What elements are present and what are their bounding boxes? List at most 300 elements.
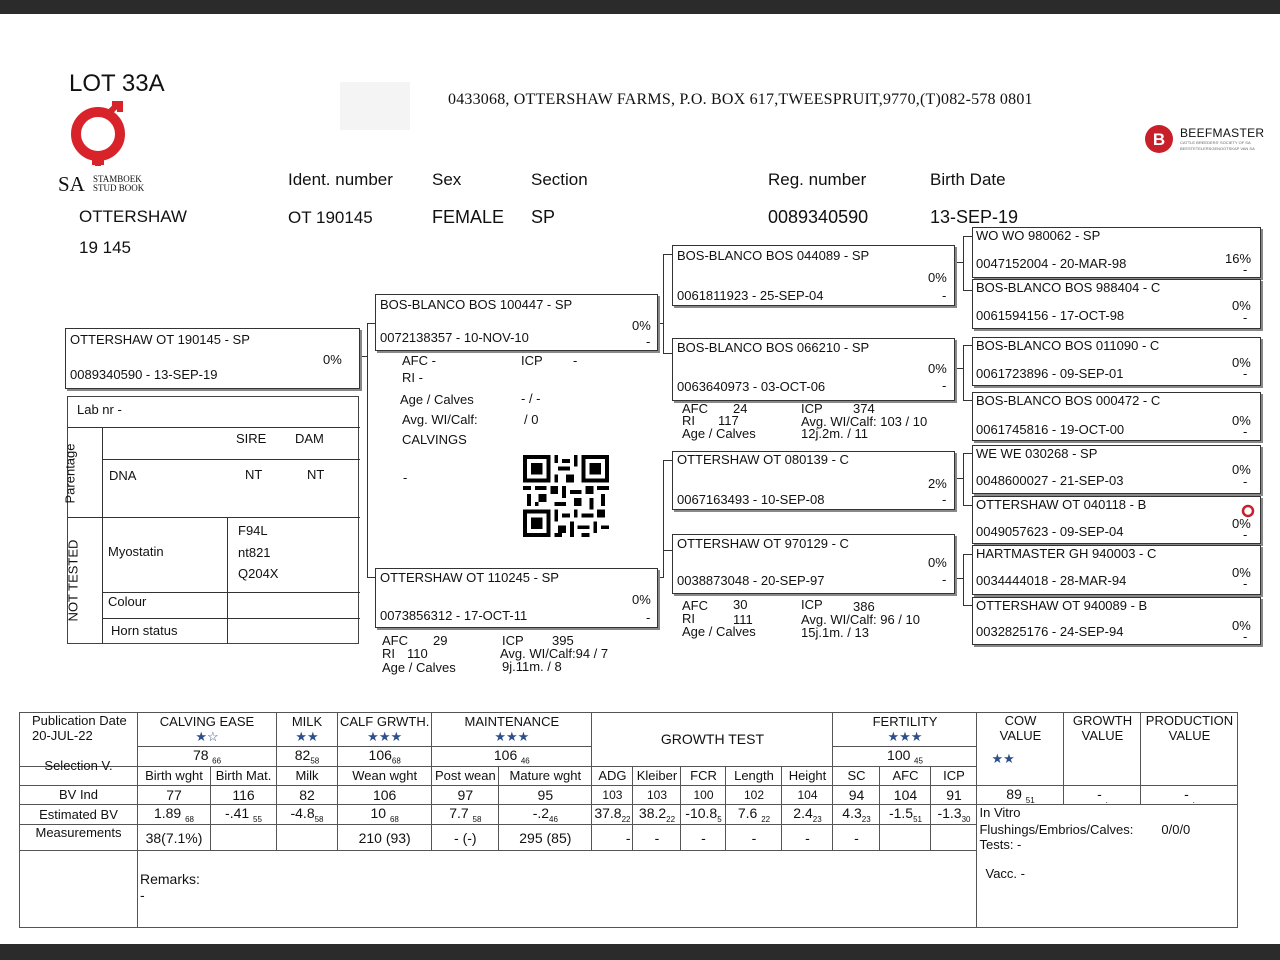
production-value-header: PRODUCTION VALUE bbox=[1141, 713, 1238, 786]
stamp-icon bbox=[1241, 504, 1255, 518]
box-percentage: 0% bbox=[928, 555, 947, 570]
faded-logo-area bbox=[340, 82, 410, 130]
box-reg: 0061745816 - 19-OCT-00 bbox=[976, 422, 1125, 437]
box-percentage: 0% bbox=[1232, 355, 1251, 370]
cow-value-header bbox=[977, 713, 1064, 786]
bv-cell: 104 bbox=[880, 785, 931, 805]
box-percentage: 0% bbox=[1232, 413, 1251, 428]
ebv-cell bbox=[833, 805, 880, 825]
animal-name: OTTERSHAW bbox=[79, 207, 187, 226]
bv-accuracy: . bbox=[1192, 795, 1195, 805]
box-percentage: 0% bbox=[1232, 565, 1251, 580]
dam-icp-value: 395 bbox=[552, 633, 574, 648]
lot-number: LOT 33A bbox=[69, 70, 165, 97]
box-title: OTTERSHAW OT 040118 - B bbox=[976, 497, 1147, 512]
gp-wi: Avg. WI/Calf: 96 / 10 bbox=[801, 612, 920, 627]
prod-bv bbox=[1141, 785, 1238, 805]
bv-accuracy: 51 bbox=[1025, 795, 1035, 805]
growth-value-header: GROWTH VALUE bbox=[1064, 713, 1141, 786]
box-dash: - bbox=[1243, 576, 1248, 591]
box-dash: - bbox=[1243, 424, 1248, 439]
ebv-cell bbox=[499, 805, 592, 825]
meas-cell: - bbox=[633, 825, 681, 851]
connector bbox=[963, 290, 972, 291]
box-reg: 0089340590 - 13-SEP-19 bbox=[70, 367, 218, 382]
gp-icp-label: ICP bbox=[801, 401, 823, 416]
growth-test-header: GROWTH TEST bbox=[592, 713, 833, 767]
selection-label: Selection V. bbox=[20, 756, 138, 775]
bv-cell: 100 bbox=[681, 785, 726, 805]
box-reg: 0072138357 - 10-NOV-10 bbox=[380, 330, 529, 345]
sel-value: 106 bbox=[368, 747, 392, 763]
connector bbox=[963, 605, 972, 606]
publication-label: Publication Date bbox=[32, 713, 127, 728]
bv-cell: 106 bbox=[338, 785, 432, 805]
gp-afc-label: AFC bbox=[682, 598, 708, 613]
sire-ri: RI - bbox=[402, 370, 423, 385]
box-reg: 0063640973 - 03-OCT-06 bbox=[677, 379, 826, 394]
sex-value: FEMALE bbox=[432, 207, 505, 227]
connector bbox=[658, 577, 664, 578]
ebv-accuracy: 22 bbox=[761, 815, 771, 825]
connector bbox=[367, 323, 375, 324]
bv-cell: 102 bbox=[726, 785, 782, 805]
dam-age-value: 9j.11m. / 8 bbox=[502, 659, 562, 674]
group-label: COW VALUE bbox=[999, 713, 1042, 743]
maintenance-header bbox=[432, 713, 592, 747]
ebv-accuracy: 46 bbox=[549, 815, 558, 825]
connector bbox=[663, 460, 664, 577]
gp-icp-value: 374 bbox=[853, 401, 875, 416]
myostatin-value: F94L bbox=[238, 523, 268, 538]
bv-cell: 97 bbox=[432, 785, 499, 805]
horn-label: Horn status bbox=[111, 623, 178, 638]
col-header: Milk bbox=[277, 766, 338, 785]
connector bbox=[367, 323, 368, 578]
gp-ri-value: 117 bbox=[718, 413, 739, 428]
gp-icp-value: 386 bbox=[853, 599, 875, 614]
bv-value: 89 bbox=[1006, 785, 1022, 802]
dna-dam: NT bbox=[307, 467, 325, 482]
col-header: Kleiber bbox=[633, 766, 681, 785]
gp-ri-label: RI bbox=[682, 413, 695, 428]
connector bbox=[663, 353, 672, 354]
ident-value: OT 190145 bbox=[288, 208, 373, 227]
sire-age-label: Age / Calves bbox=[400, 392, 474, 407]
dam-col: DAM bbox=[295, 431, 324, 446]
divider bbox=[102, 592, 360, 593]
ebv-value: -1.5 bbox=[888, 805, 914, 822]
connector bbox=[367, 577, 375, 578]
dam-ri-value: 110 bbox=[407, 646, 428, 661]
dam-afc-label: AFC bbox=[382, 633, 408, 648]
connector bbox=[963, 400, 972, 401]
beefmaster-sub2: BEESTETELERSGENOOTSKAP VAN SA bbox=[1180, 146, 1255, 151]
box-dash: - bbox=[646, 334, 651, 349]
star-rating-icon: ★★★ bbox=[494, 729, 530, 744]
box-reg: 0048600027 - 21-SEP-03 bbox=[976, 473, 1124, 488]
section-value: SP bbox=[531, 207, 556, 227]
sa-logo-line2: STUD BOOK bbox=[93, 183, 145, 193]
meas-cell: - bbox=[833, 825, 880, 851]
meas-cell bbox=[211, 825, 277, 851]
bv-cell: 77 bbox=[138, 785, 211, 805]
box-dash: - bbox=[1243, 310, 1248, 325]
sel-accuracy: 68 bbox=[391, 756, 401, 766]
ebv-value: 1.89 bbox=[153, 805, 182, 822]
ebv-accuracy: 22 bbox=[666, 815, 676, 825]
meas-cell: - bbox=[592, 825, 633, 851]
box-reg: 0049057623 - 09-SEP-04 bbox=[976, 524, 1124, 539]
group-label: CALF GRWTH. bbox=[340, 714, 430, 729]
col-header: Length bbox=[726, 766, 782, 785]
myostatin-value: Q204X bbox=[238, 566, 279, 581]
gp-age-value: 15j.1m. / 13 bbox=[801, 625, 869, 640]
cow-bv bbox=[977, 785, 1064, 805]
connector bbox=[963, 345, 964, 401]
connector bbox=[963, 554, 972, 555]
meas-cell: - bbox=[681, 825, 726, 851]
animal-pedigree-box bbox=[65, 328, 360, 389]
ebv-cell bbox=[726, 805, 782, 825]
ebv-cell bbox=[338, 805, 432, 825]
box-title: OTTERSHAW OT 940089 - B bbox=[976, 598, 1148, 613]
selection-calving bbox=[138, 747, 277, 767]
connector bbox=[963, 236, 972, 237]
colour-label: Colour bbox=[108, 594, 147, 609]
dna-sire: NT bbox=[245, 467, 263, 482]
great-grandparent-box bbox=[972, 496, 1261, 544]
box-percentage: 0% bbox=[1232, 618, 1251, 633]
box-dash: - bbox=[1243, 262, 1248, 277]
ebv-value: -.41 bbox=[225, 805, 250, 822]
meas-cell: - bbox=[782, 825, 833, 851]
box-percentage: 0% bbox=[928, 361, 947, 376]
box-dash: - bbox=[1243, 366, 1248, 381]
sire-afc: AFC - bbox=[402, 353, 436, 368]
divider bbox=[227, 517, 228, 644]
meas-cell bbox=[880, 825, 931, 851]
bv-value: - bbox=[1184, 785, 1189, 802]
box-reg: 0061594156 - 17-OCT-98 bbox=[976, 308, 1125, 323]
ebv-accuracy: 55 bbox=[253, 815, 262, 825]
ebv-accuracy: 58 bbox=[472, 815, 482, 825]
star-rating-icon: ★★ bbox=[295, 729, 319, 744]
box-percentage: 0% bbox=[1232, 516, 1251, 531]
ebv-cell bbox=[138, 805, 211, 825]
grandparent-box bbox=[672, 245, 955, 306]
great-grandparent-box bbox=[972, 445, 1261, 494]
remarks-left bbox=[20, 851, 138, 928]
box-title: BOS-BLANCO BOS 044089 - SP bbox=[677, 248, 870, 263]
box-dash: - bbox=[1243, 474, 1248, 489]
dam-icp-label: ICP bbox=[502, 633, 524, 648]
sel-accuracy: 45 bbox=[914, 756, 923, 766]
meas-cell bbox=[277, 825, 338, 851]
sel-value: 82 bbox=[294, 747, 311, 763]
box-dash: - bbox=[942, 378, 947, 393]
connector bbox=[963, 453, 972, 454]
ebv-accuracy: 68 bbox=[389, 815, 399, 825]
sire-box bbox=[375, 294, 658, 351]
calf-growth-header bbox=[338, 713, 432, 747]
sel-accuracy: 58 bbox=[310, 756, 320, 766]
grandparent-box bbox=[672, 338, 955, 401]
ebv-value: 10 bbox=[370, 805, 387, 822]
bv-accuracy: . bbox=[1105, 795, 1108, 805]
star-rating-icon: ★☆ bbox=[195, 729, 219, 744]
dam-afc-value: 29 bbox=[433, 633, 448, 648]
box-title: WE WE 030268 - SP bbox=[976, 446, 1098, 461]
grandparent-box bbox=[672, 534, 955, 594]
bv-cell: 95 bbox=[499, 785, 592, 805]
connector bbox=[963, 554, 964, 606]
dam-box bbox=[375, 568, 658, 628]
col-header: Birth wght bbox=[138, 766, 211, 785]
box-title: BOS-BLANCO BOS 000472 - C bbox=[976, 393, 1161, 408]
col-header: Height bbox=[782, 766, 833, 785]
box-reg: 0047152004 - 20-MAR-98 bbox=[976, 256, 1127, 271]
divider bbox=[102, 618, 360, 619]
ebv-cell bbox=[592, 805, 633, 825]
ebv-cell bbox=[211, 805, 277, 825]
gp-age-value: 12j.2m. / 11 bbox=[801, 426, 868, 441]
box-title: OTTERSHAW OT 190145 - SP bbox=[70, 332, 250, 347]
section-label: Section bbox=[531, 170, 588, 189]
star-rating-icon: ★★★ bbox=[887, 729, 923, 744]
selection-maint bbox=[432, 747, 592, 767]
box-percentage: 2% bbox=[928, 476, 947, 491]
great-grandparent-box bbox=[972, 279, 1261, 329]
selection-fert bbox=[833, 747, 977, 767]
remarks-value: - bbox=[140, 887, 145, 904]
dam-ri-label: RI bbox=[382, 646, 395, 661]
dam-wi: Avg. WI/Calf:94 / 7 bbox=[500, 646, 609, 661]
dam-age-label: Age / Calves bbox=[382, 660, 456, 675]
gp-afc-value: 30 bbox=[733, 597, 748, 612]
sa-logo-text: SA bbox=[58, 172, 85, 196]
qr-code-icon bbox=[522, 455, 610, 537]
beefmaster-name: BEEFMASTER bbox=[1180, 126, 1265, 140]
connector bbox=[963, 345, 972, 346]
box-percentage: 0% bbox=[632, 592, 651, 607]
ebv-label: Estimated BV bbox=[20, 805, 138, 825]
selection-milk bbox=[277, 747, 338, 767]
box-reg: 0073856312 - 17-OCT-11 bbox=[380, 608, 528, 623]
col-header: ADG bbox=[592, 766, 633, 785]
flushings-value: 0/0/0 bbox=[1161, 822, 1191, 838]
group-label: MILK bbox=[291, 714, 323, 729]
calvings-label: CALVINGS bbox=[402, 432, 467, 447]
ebv-accuracy: 22 bbox=[621, 815, 631, 825]
sel-value: 100 bbox=[887, 747, 911, 763]
calvings-value: - bbox=[403, 470, 408, 485]
great-grandparent-box bbox=[972, 545, 1261, 595]
group-label: CALVING EASE bbox=[159, 714, 255, 729]
gp-wi: Avg. WI/Calf: 103 / 10 bbox=[801, 414, 928, 429]
connector bbox=[963, 236, 964, 291]
col-header: FCR bbox=[681, 766, 726, 785]
box-percentage: 0% bbox=[928, 270, 947, 285]
box-percentage: 16% bbox=[1225, 251, 1252, 266]
ident-label: Ident. number bbox=[288, 170, 393, 189]
in-vitro-panel bbox=[977, 805, 1238, 928]
meas-cell: 38(7.1%) bbox=[138, 825, 211, 851]
box-percentage: 0% bbox=[1232, 462, 1251, 477]
beefmaster-sub1: CATTLE BREEDERS' SOCIETY OF SA bbox=[1180, 140, 1251, 145]
great-grandparent-box bbox=[972, 337, 1261, 386]
ebv-value: 7.6 bbox=[737, 805, 758, 822]
vacc-label: Vacc. - bbox=[985, 866, 1025, 882]
sel-value: 106 bbox=[493, 747, 518, 763]
col-header: SC bbox=[833, 766, 880, 785]
tests-label: Tests: - bbox=[979, 837, 1022, 853]
box-reg: 0061723896 - 09-SEP-01 bbox=[976, 366, 1124, 381]
sel-accuracy: 66 bbox=[212, 756, 222, 766]
ebv-cell bbox=[277, 805, 338, 825]
ebv-value: 38.2 bbox=[638, 805, 667, 822]
star-rating-icon: ★★★ bbox=[367, 729, 403, 744]
bv-cell: 103 bbox=[633, 785, 681, 805]
divider bbox=[68, 517, 360, 518]
gp-ri-value: 111 bbox=[733, 612, 753, 627]
connector bbox=[963, 453, 964, 506]
bottom-bar bbox=[0, 944, 1280, 960]
ebv-cell bbox=[880, 805, 931, 825]
myostatin-label: Myostatin bbox=[108, 544, 164, 559]
great-grandparent-box bbox=[972, 597, 1261, 645]
gp-afc-label: AFC bbox=[682, 401, 708, 416]
remarks-label: Remarks: bbox=[140, 871, 200, 888]
box-reg: 0061811923 - 25-SEP-04 bbox=[677, 288, 824, 303]
ebv-accuracy: 68 bbox=[185, 815, 195, 825]
box-percentage: 0% bbox=[323, 352, 342, 367]
gp-afc-value: 24 bbox=[733, 401, 748, 416]
box-reg: 0067163493 - 10-SEP-08 bbox=[677, 492, 825, 507]
birth-label: Birth Date bbox=[930, 170, 1006, 189]
ebv-value: 2.4 bbox=[793, 805, 813, 822]
bv-cell: 116 bbox=[211, 785, 277, 805]
great-grandparent-box bbox=[972, 392, 1261, 441]
connector bbox=[963, 505, 972, 506]
sire-icp-value: - bbox=[573, 353, 578, 368]
beefmaster-logo-icon bbox=[1144, 124, 1174, 154]
fertility-header bbox=[833, 713, 977, 747]
ebv-value: -.2 bbox=[532, 805, 550, 822]
box-percentage: 0% bbox=[1232, 298, 1251, 313]
meas-cell: 295 (85) bbox=[499, 825, 592, 851]
measurements-label: Measurements bbox=[20, 825, 138, 851]
ebv-value: -1.3 bbox=[937, 805, 962, 822]
reg-label: Reg. number bbox=[768, 170, 867, 189]
birth-value: 13-SEP-19 bbox=[930, 207, 1019, 227]
ebv-accuracy: 5 bbox=[717, 815, 722, 825]
box-dash: - bbox=[942, 572, 947, 587]
connector bbox=[663, 460, 672, 461]
sire-age-value: - / - bbox=[521, 391, 541, 406]
box-reg: 0032825176 - 24-SEP-94 bbox=[976, 624, 1124, 639]
bv-cell: 91 bbox=[931, 785, 977, 805]
great-grandparent-box bbox=[972, 227, 1261, 278]
svg-text:B: B bbox=[1152, 130, 1166, 149]
star-rating-icon: ★★ bbox=[991, 751, 1015, 766]
gp-ri-label: RI bbox=[682, 611, 695, 626]
lab-box bbox=[62, 396, 359, 644]
connector bbox=[663, 254, 664, 354]
sel-value: 78 bbox=[192, 747, 209, 763]
calving-ease-header bbox=[138, 713, 277, 747]
ebv-value: 7.7 bbox=[449, 805, 469, 822]
group-label: MAINTENANCE bbox=[464, 714, 560, 729]
ebv-accuracy: 58 bbox=[314, 815, 324, 825]
reg-value: 0089340590 bbox=[768, 207, 869, 227]
col-header: ICP bbox=[931, 766, 977, 785]
bv-cell: 103 bbox=[592, 785, 633, 805]
flushings-row bbox=[979, 822, 1235, 837]
milk-header bbox=[277, 713, 338, 747]
divider bbox=[68, 427, 360, 428]
animal-number: 19 145 bbox=[79, 238, 131, 257]
col-header: Birth Mat. bbox=[211, 766, 277, 785]
ebv-cell bbox=[633, 805, 681, 825]
flushings-label: Flushings/Embrios/Calves: bbox=[979, 822, 1134, 838]
bv-value: - bbox=[1097, 785, 1102, 802]
box-reg: 0038873048 - 20-SEP-97 bbox=[677, 573, 825, 588]
box-dash: - bbox=[1243, 527, 1248, 542]
gp-icp-label: ICP bbox=[801, 597, 823, 612]
remarks-cell bbox=[138, 851, 977, 928]
growth-bv bbox=[1064, 785, 1141, 805]
ebv-value: 4.3 bbox=[842, 805, 862, 822]
box-title: BOS-BLANCO BOS 988404 - C bbox=[976, 280, 1161, 295]
ebv-value: 37.8 bbox=[594, 805, 622, 822]
breeder-address: 0433068, OTTERSHAW FARMS, P.O. BOX 617,TWEESPRUIT,9770,(T)082-578 0801 bbox=[448, 91, 1033, 108]
in-vitro-label: In Vitro bbox=[979, 805, 1021, 821]
box-dash: - bbox=[942, 492, 947, 507]
box-dash: - bbox=[646, 610, 651, 625]
box-title: OTTERSHAW OT 080139 - C bbox=[677, 452, 849, 467]
dna-label: DNA bbox=[109, 468, 137, 483]
sire-wi-label: Avg. WI/Calf: bbox=[402, 412, 478, 427]
meas-cell: 210 (93) bbox=[338, 825, 432, 851]
ebv-value: -10.8 bbox=[685, 805, 718, 822]
box-title: BOS-BLANCO BOS 066210 - SP bbox=[677, 340, 870, 355]
not-tested-label: NOT TESTED bbox=[65, 539, 81, 622]
box-title: OTTERSHAW OT 110245 - SP bbox=[380, 570, 559, 585]
ebv-value: -4.8 bbox=[290, 805, 315, 822]
box-title: BOS-BLANCO BOS 100447 - SP bbox=[380, 297, 573, 312]
sex-label: Sex bbox=[432, 170, 462, 189]
ebv-cell bbox=[432, 805, 499, 825]
sire-wi-value: / 0 bbox=[524, 412, 539, 427]
ebv-cell bbox=[681, 805, 726, 825]
connector bbox=[663, 550, 672, 551]
lab-nr: Lab nr - bbox=[77, 402, 122, 417]
meas-cell: - bbox=[726, 825, 782, 851]
grandparent-box bbox=[672, 451, 955, 510]
col-header: Post wean bbox=[432, 766, 499, 785]
meas-cell bbox=[931, 825, 977, 851]
box-title: BOS-BLANCO BOS 011090 - C bbox=[976, 338, 1160, 353]
sel-accuracy: 46 bbox=[520, 756, 530, 766]
breeding-values-table bbox=[19, 712, 1238, 928]
gp-age-label: Age / Calves bbox=[682, 426, 756, 441]
bv-cell: 94 bbox=[833, 785, 880, 805]
meas-cell: - (-) bbox=[432, 825, 499, 851]
ebv-accuracy: 23 bbox=[861, 815, 871, 825]
box-title: WO WO 980062 - SP bbox=[976, 228, 1101, 243]
col-header: AFC bbox=[880, 766, 931, 785]
